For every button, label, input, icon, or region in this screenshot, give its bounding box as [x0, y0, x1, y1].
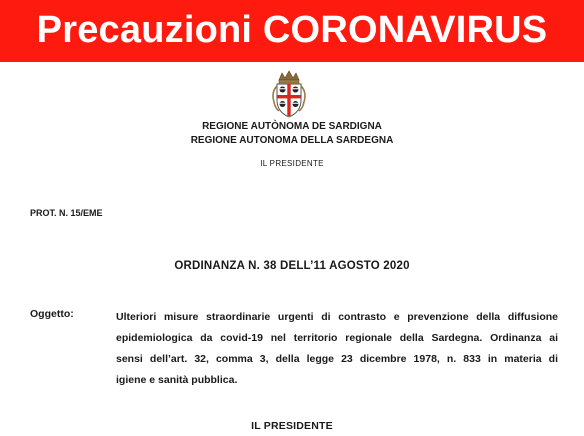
subject-line: epidemiologica da covid-19 nel territorio regionale della Sardegna. Ordinanza ai — [116, 332, 558, 344]
sardinia-coat-of-arms-icon — [265, 70, 313, 120]
banner-title: Precauzioni CORONAVIRUS — [36, 9, 548, 51]
region-name-italian: REGIONE AUTONOMA DELLA SARDEGNA — [190, 135, 394, 146]
office-label: IL PRESIDENTE — [260, 159, 324, 168]
subject-line: Ulteriori misure straordinarie urgenti di contrasto e prevenzione della diffusione — [116, 311, 558, 323]
subject-line: igiene e sanità pubblica. — [116, 374, 238, 386]
protocol-number: PROT. N. 15/EME — [30, 208, 103, 218]
ordinance-title: ORDINANZA N. 38 DELL’11 AGOSTO 2020 — [174, 260, 410, 272]
subject-text — [116, 307, 558, 391]
warning-banner — [0, 0, 584, 62]
closing-heading: IL PRESIDENTE — [251, 420, 333, 432]
region-name-sardinian: REGIONE AUTÒNOMA DE SARDIGNA — [202, 121, 382, 132]
subject-line: sensi dell’art. 32, comma 3, della legge 23 dicembre 1978, n. 833 in materia di — [116, 353, 558, 365]
subject-label: Oggetto: — [30, 308, 74, 320]
